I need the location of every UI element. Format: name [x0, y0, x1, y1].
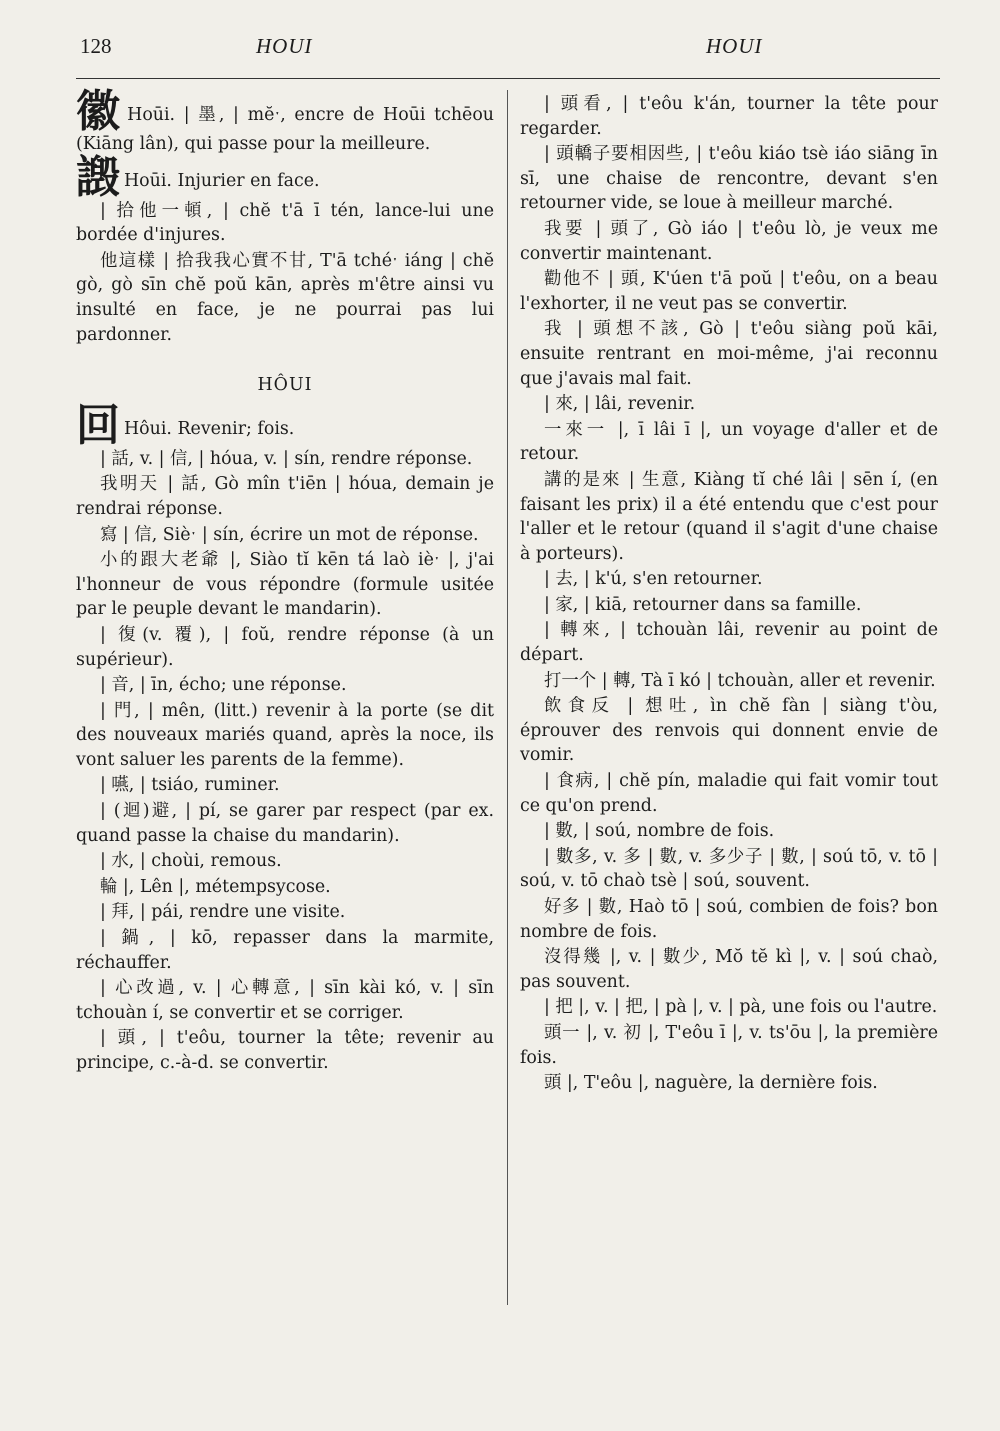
headword-entry: [76, 86, 494, 157]
dictionary-entry: | 嚥, | tsiáo, ruminer.: [100, 775, 280, 796]
dictionary-entry: 好多 | 數, Haò tō | soú, combien de fois? bon nombre de fois.: [520, 897, 938, 942]
dictionary-entry: | 數, | soú, nombre de fois.: [544, 821, 775, 842]
dictionary-entry: | 鍋, | kō, repasser dans la marmite, réchauffer.: [76, 928, 494, 973]
dictionary-entry: | 去, | k'ú, s'en retourner.: [544, 569, 763, 590]
right-column: [520, 92, 938, 1097]
dictionary-entry: 頭一 |, v. 初 |, T'eôu ī |, v. ts'ōu |, la première fois.: [520, 1022, 938, 1068]
dictionary-entry: | 頭看, | t'eôu k'án, tourner la tête pour regarder.: [520, 94, 938, 139]
dictionary-entry: | 音, | īn, écho; une réponse.: [100, 675, 347, 696]
dictionary-entry: 我 | 頭想不該, Gò | t'eôu siàng poŭ kāi, ensuite rentrant en moi-même, j'ai reconnu que j'avais mal fait.: [520, 319, 938, 389]
dictionary-entry: 我要 | 頭了, Gò iáo | t'eôu lò, je veux me convertir maintenant.: [520, 218, 938, 264]
dictionary-entry: | 家, | kiā, retourner dans sa famille.: [544, 594, 862, 615]
dictionary-entry: | 頭轎子要相因些, | t'eôu kiáo tsè iáo siāng īn sī, une chaise de rencontre, devant s'en retourner vide, se loue à meilleur marché.: [520, 144, 938, 214]
running-head-left: HOUI: [256, 34, 313, 58]
dictionary-entry: | 頭, | t'eôu, tourner la tête; revenir au principe, c.-à-d. se convertir.: [76, 1028, 494, 1073]
dictionary-entry: 沒得幾 |, v. | 數少, Mŏ tĕ kì |, v. | soú chaò, pas souvent.: [520, 947, 938, 992]
dictionary-entry: | 轉來, | tchouàn lâi, revenir au point de départ.: [520, 620, 938, 666]
headword-definition: Hoūi. Injurier en face.: [124, 170, 320, 191]
column-divider: [507, 90, 508, 1305]
dictionary-entry: | 數多, v. 多 | 數, v. 多少子 | 數, | soú tō, v. tō | soú, v. tō chaò tsè | soú, souvent.: [520, 846, 938, 892]
headword-definition: Hoūi. | 墨, | mĕˑ, encre de Hoūi tchēou (Kiāng lân), qui passe pour la meilleure.: [76, 105, 494, 154]
dictionary-entry: 他這樣 | 拾我我心實不甘, T'ā tchéˑ iáng | chĕ gò, gò sīn chĕ poŭ kān, après m'être ainsi vu insulté en face, je ne pourrai pas lui pardonner.: [76, 250, 494, 345]
dictionary-entry: | 拾他一頓, | chĕ t'ā ī tén, lance-lui une bordée d'injures.: [76, 200, 494, 246]
headword-entry: [76, 151, 494, 203]
headword-character: 譭: [76, 151, 120, 203]
dictionary-entry: | 食病, | chĕ pín, maladie qui fait vomir tout ce qu'on prend.: [520, 771, 938, 816]
page-number: 128: [80, 34, 112, 58]
dictionary-entry: 講的是來 | 生意, Kiàng tĭ ché lâi | sēn í, (en faisant les prix) il a été entendu que c'est pour l'aller et le retour (quand il s'agit d'une chaise à porteurs).: [520, 469, 938, 564]
dictionary-entry: | 水, | choùi, remous.: [100, 851, 282, 872]
dictionary-entry: | 拜, | pái, rendre une visite.: [100, 902, 346, 923]
headword-character: 回: [76, 399, 120, 451]
dictionary-entry: 小的跟大老爺 |, Siào tĭ kēn tá laò ièˑ |, j'ai l'honneur de vous répondre (formule usitée par le peuple devant le mandarin).: [76, 550, 494, 620]
dictionary-entry: 飲食反 | 想吐, ìn chĕ fàn | siàng t'òu, éprouver des renvois qui donnent envie de vomir.: [520, 696, 938, 766]
dictionary-entry: | 話, v. | 信, | hóua, v. | sín, rendre réponse.: [100, 448, 473, 469]
dictionary-entry: 寫 | 信, Sièˑ | sín, écrire un mot de réponse.: [100, 524, 479, 545]
headword-definition: Hôui. Revenir; fois.: [124, 418, 295, 439]
section-heading: HÔUI: [257, 375, 313, 396]
dictionary-entry: 打一个 | 轉, Tà ī kó | tchouàn, aller et revenir.: [544, 670, 936, 691]
dictionary-entry: | 門, | mên, (litt.) revenir à la porte (se dit des nouveaux mariés quand, après la noce, ils vont saluer les parents de la femme).: [76, 700, 494, 770]
dictionary-entry: | (迴)避, | pí, se garer par respect (par ex. quand passe la chaise du mandarin).: [76, 801, 494, 846]
dictionary-entry: | 來, | lâi, revenir.: [544, 394, 696, 415]
dictionary-entry: 我明天 | 話, Gò mîn t'iēn | hóua, demain je rendrai réponse.: [76, 474, 494, 519]
dictionary-entry: 勸他不 | 頭, K'úen t'ā poŭ | t'eôu, on a beau l'exhorter, il ne veut pas se convertir.: [520, 269, 938, 314]
dictionary-entry: 頭 |, T'eôu |, naguère, la dernière fois.: [544, 1073, 878, 1094]
header-rule: [76, 78, 940, 79]
running-head-right: HOUI: [706, 34, 763, 58]
headword-character: 徽: [76, 86, 124, 137]
dictionary-entry: | 把 |, v. | 把, | pà |, v. | pà, une fois ou l'autre.: [544, 997, 938, 1018]
left-column: [76, 86, 494, 1077]
dictionary-entry: 一來一 |, ī lâi ī |, un voyage d'aller et de retour.: [520, 419, 938, 465]
dictionary-entry: | 復(v. 覆), | foŭ, rendre réponse (à un supérieur).: [76, 624, 494, 670]
headword-entry: [76, 399, 494, 451]
dictionary-entry: 輪 |, Lên |, métempsycose.: [100, 876, 331, 897]
dictionary-entry: | 心改過, v. | 心轉意, | sīn kài kó, v. | sīn tchouàn í, se convertir et se corriger.: [76, 978, 494, 1023]
